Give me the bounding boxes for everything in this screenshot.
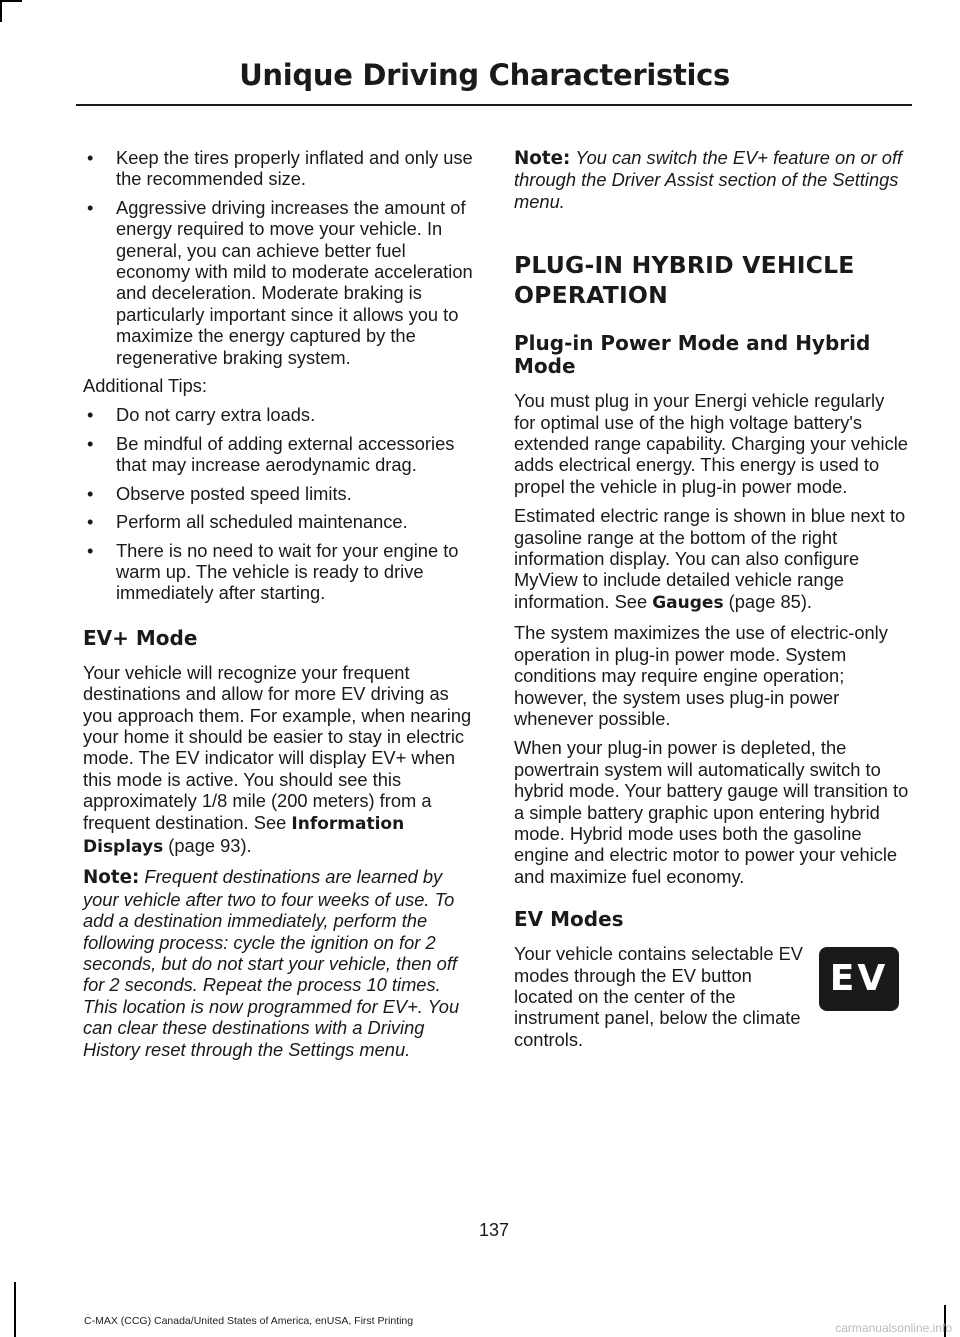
additional-tips-list	[83, 404, 478, 603]
page-reference: (page 85).	[728, 590, 813, 612]
page-number: 137	[478, 1220, 510, 1240]
ev-plus-paragraph	[83, 662, 478, 859]
list-item: • Observe posted speed limits.	[83, 483, 478, 504]
subsection-heading: Plug-in Power Mode and Hybrid Mode	[514, 331, 871, 379]
paragraph: The system maximizes the use of electric-only operation in plug-in power mode. System conditions may require engine operation; however, the system uses plug-in power whenever possible.	[514, 622, 888, 729]
header-divider	[76, 104, 912, 106]
watermark[interactable]: carmanualsonline.info	[835, 1321, 952, 1335]
note-text: You can switch the EV+ feature on or off through the Driver Assist section of the Settings menu.	[514, 147, 903, 212]
gauges-link[interactable]: Gauges	[652, 592, 724, 613]
left-column	[83, 147, 478, 1068]
see-label: See	[253, 811, 287, 833]
paragraph	[514, 505, 909, 614]
note-paragraph	[83, 866, 478, 1060]
ev-modes-heading: EV Modes	[514, 907, 624, 932]
list-item: • Keep the tires properly inflated and only use the recommended size.	[83, 147, 478, 190]
ev-modes-block	[514, 943, 909, 1050]
paragraph: Your vehicle contains selectable EV modes through the EV button located on the center of the instrument panel, below the climate controls.	[514, 943, 803, 1050]
information-displays-link[interactable]: Information Displays	[83, 813, 405, 857]
crop-mark	[0, 0, 2, 22]
list-item: • Do not carry extra loads.	[83, 404, 478, 425]
section-heading: PLUG-IN HYBRID VEHICLE OPERATION	[514, 251, 855, 310]
ev-plus-text: Your vehicle will recognize your frequent destinations and allow for more EV driving as you approach them. For example, when nearing your home it should be easier to stay in electric mode. The EV indicator will display EV+ when this mode is active. You should see this approximately 1/8 mile (200 meters) from a frequent destination.	[83, 661, 472, 833]
additional-tips-label: Additional Tips:	[83, 375, 207, 397]
note-label: Note:	[83, 867, 140, 889]
paragraph: You must plug in your Energi vehicle regularly for optimal use of the high voltage battery's extended range capability. Charging your vehicle adds electrical energy. This energy is used to propel the vehicle in plug-in power mode.	[514, 390, 908, 497]
crop-mark	[14, 1282, 16, 1337]
ev-button-icon: EV	[819, 947, 899, 1011]
page-title: Unique Driving Characteristics	[239, 58, 730, 92]
tips-list	[83, 147, 478, 368]
list-item: • Aggressive driving increases the amount of energy required to move your vehicle. In general, you can achieve better fuel economy with mild to moderate acceleration and deceleration. Moderate braking is particularly important since it allows you to maximize the energy captured by the regenerative braking system.	[83, 197, 478, 368]
paragraph-text: Estimated electric range is shown in blue next to gasoline range at the bottom of the right information display. You can also configure MyView to include detailed vehicle range information. See	[514, 505, 906, 612]
page-reference: (page 93).	[168, 834, 252, 856]
right-column	[514, 147, 909, 1058]
ev-plus-heading: EV+ Mode	[83, 625, 198, 650]
list-item: • There is no need to wait for your engine to warm up. The vehicle is ready to drive immediately after starting.	[83, 540, 478, 604]
note-label: Note:	[514, 148, 571, 169]
crop-mark	[0, 0, 22, 2]
note-text: Frequent destinations are learned by your vehicle after two to four weeks of use. To add a destination immediately, perform the following process: cycle the ignition on for 2 seconds, but do not start your vehicle, then off for 2 seconds. Repeat the process 10 times. This location is now programmed for EV+. You can clear these destinations with a Driving History reset through the Settings menu.	[83, 866, 460, 1060]
note-paragraph	[514, 147, 909, 212]
list-item: • Perform all scheduled maintenance.	[83, 511, 478, 532]
footer-text: C-MAX (CCG) Canada/United States of America, enUSA, First Printing	[84, 1315, 414, 1327]
paragraph: When your plug-in power is depleted, the powertrain system will automatically switch to hybrid mode. Your battery gauge will transition to a simple battery graphic upon entering hybrid mode. Hybrid mode uses both the gasoline engine and electric motor to power your vehicle and maximize fuel economy.	[514, 737, 909, 887]
list-item: • Be mindful of adding external accessories that may increase aerodynamic drag.	[83, 433, 478, 476]
